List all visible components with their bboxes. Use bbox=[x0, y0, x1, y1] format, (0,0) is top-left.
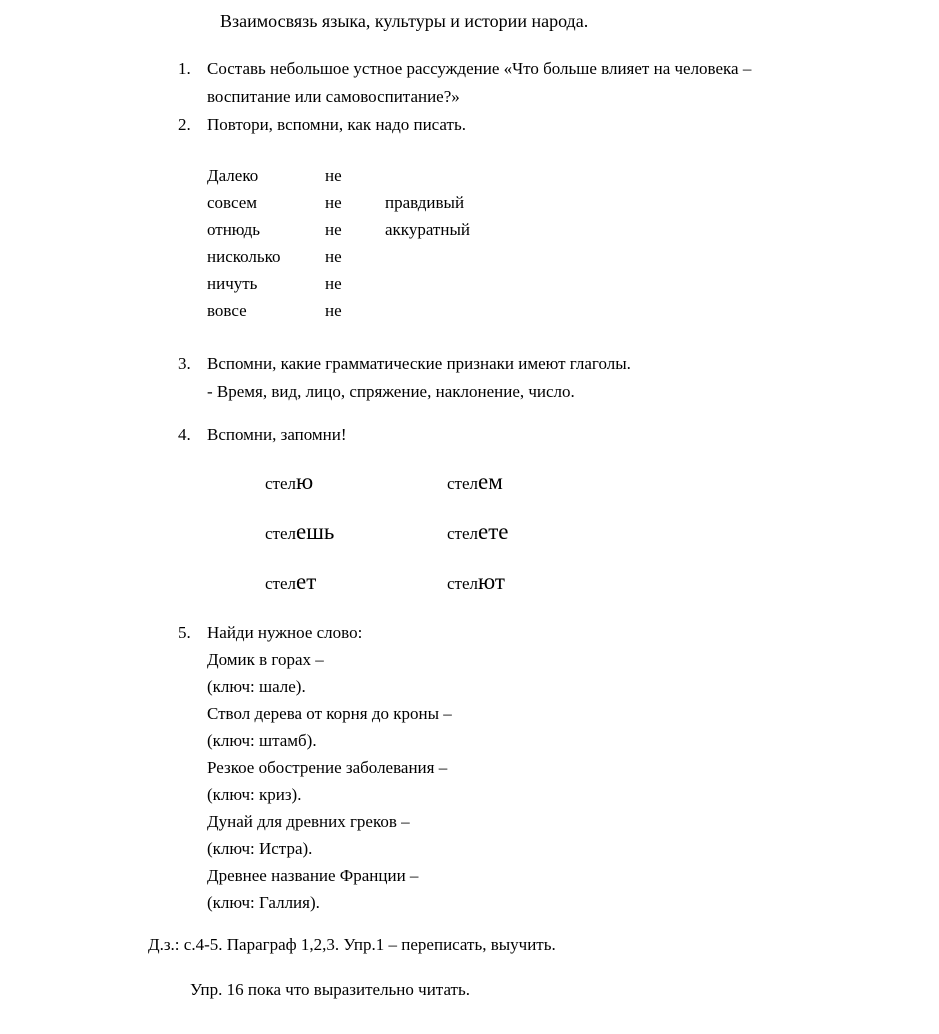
verb-stem: стел bbox=[265, 474, 297, 493]
page-title: Взаимосвязь языка, культуры и истории народа. bbox=[220, 11, 589, 31]
homework-line-1: Д.з.: с.4-5. Параграф 1,2,3. Упр.1 – переписать, выучить. bbox=[148, 935, 556, 954]
negation-adverb: совсем bbox=[207, 193, 258, 212]
task-3 bbox=[178, 350, 939, 406]
task-5-body bbox=[207, 619, 452, 916]
word-key: (ключ: шале). bbox=[207, 677, 306, 696]
table-row bbox=[207, 270, 939, 297]
verb-stem: стел bbox=[265, 524, 297, 543]
task-3-line-2: - Время, вид, лицо, спряжение, наклонение, число. bbox=[207, 382, 575, 401]
task-4-number: 4. bbox=[178, 425, 191, 444]
table-row bbox=[207, 189, 939, 216]
task-2 bbox=[178, 111, 939, 139]
verb-ending: ю bbox=[296, 469, 314, 494]
conjugation-table bbox=[265, 469, 939, 595]
negation-adverb: вовсе bbox=[207, 301, 247, 320]
verb-ending: ет bbox=[296, 569, 317, 594]
negation-particle: не bbox=[325, 274, 342, 293]
word-key: (ключ: криз). bbox=[207, 785, 302, 804]
negation-adjective: правдивый bbox=[385, 193, 465, 212]
conjugation-form-singular-2 bbox=[265, 519, 447, 545]
conjugation-form-plural-2 bbox=[447, 519, 508, 545]
conjugation-form-singular-3 bbox=[265, 569, 447, 595]
negation-adverb: нисколько bbox=[207, 247, 281, 266]
table-row bbox=[207, 162, 939, 189]
task-5-heading: Найди нужное слово: bbox=[207, 623, 363, 642]
task-3-number: 3. bbox=[178, 354, 191, 373]
negation-particle: не bbox=[325, 193, 342, 212]
task-1-body bbox=[207, 55, 751, 111]
conjugation-row bbox=[265, 519, 939, 545]
verb-stem: стел bbox=[265, 574, 297, 593]
word-clue: Древнее название Франции – bbox=[207, 866, 419, 885]
verb-stem: стел bbox=[447, 474, 479, 493]
task-1 bbox=[178, 55, 939, 111]
word-key: (ключ: Истра). bbox=[207, 839, 313, 858]
task-2-body bbox=[207, 111, 466, 139]
negation-table bbox=[207, 162, 939, 324]
verb-ending: ем bbox=[478, 469, 503, 494]
word-key: (ключ: Галлия). bbox=[207, 893, 320, 912]
negation-particle: не bbox=[325, 166, 342, 185]
conjugation-form-singular-1 bbox=[265, 469, 447, 495]
task-4-text: Вспомни, запомни! bbox=[207, 425, 347, 444]
negation-particle: не bbox=[325, 247, 342, 266]
task-5-number: 5. bbox=[178, 623, 191, 642]
verb-stem: стел bbox=[447, 574, 479, 593]
negation-particle: не bbox=[325, 301, 342, 320]
task-4-body bbox=[207, 421, 347, 449]
word-clue: Дунай для древних греков – bbox=[207, 812, 410, 831]
negation-adverb: отнюдь bbox=[207, 220, 261, 239]
verb-ending: ешь bbox=[296, 519, 335, 544]
word-clue: Ствол дерева от корня до кроны – bbox=[207, 704, 452, 723]
verb-stem: стел bbox=[447, 524, 479, 543]
task-5 bbox=[178, 619, 939, 916]
task-1-line-2: воспитание или самовоспитание?» bbox=[207, 87, 460, 106]
negation-adjective: аккуратный bbox=[385, 220, 470, 239]
table-row bbox=[207, 297, 939, 324]
negation-adverb: ничуть bbox=[207, 274, 258, 293]
negation-adverb: Далеко bbox=[207, 166, 259, 185]
word-clue: Резкое обострение заболевания – bbox=[207, 758, 448, 777]
verb-ending: ете bbox=[478, 519, 509, 544]
task-3-line-1: Вспомни, какие грамматические признаки имеют глаголы. bbox=[207, 354, 631, 373]
task-2-text: Повтори, вспомни, как надо писать. bbox=[207, 115, 466, 134]
task-3-body bbox=[207, 350, 631, 406]
table-row bbox=[207, 216, 939, 243]
task-4 bbox=[178, 421, 939, 449]
verb-ending: ют bbox=[478, 569, 505, 594]
conjugation-form-plural-1 bbox=[447, 469, 503, 495]
task-1-number: 1. bbox=[178, 59, 191, 78]
task-1-line-1: Составь небольшое устное рассуждение «Что больше влияет на человека – bbox=[207, 59, 752, 78]
homework-line-2: Упр. 16 пока что выразительно читать. bbox=[190, 980, 470, 999]
task-2-number: 2. bbox=[178, 115, 191, 134]
word-key: (ключ: штамб). bbox=[207, 731, 317, 750]
word-clue: Домик в горах – bbox=[207, 650, 324, 669]
conjugation-row bbox=[265, 569, 939, 595]
conjugation-form-plural-3 bbox=[447, 569, 505, 595]
table-row bbox=[207, 243, 939, 270]
negation-particle: не bbox=[325, 220, 342, 239]
conjugation-row bbox=[265, 469, 939, 495]
